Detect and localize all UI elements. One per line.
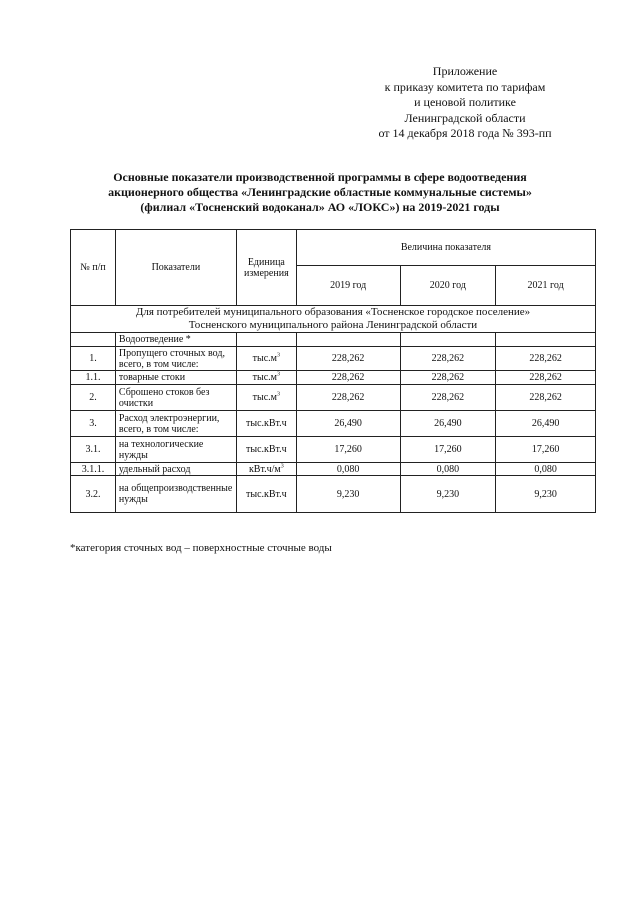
row-value-2021: 17,260 <box>496 437 596 463</box>
group-heading-line-2: Тосненского муниципального района Ленинградской области <box>188 319 478 331</box>
row-unit: тыс.кВт.ч <box>236 476 296 513</box>
table-row <box>71 476 596 513</box>
row-value-2021: 228,262 <box>496 385 596 411</box>
row-num: 1.1. <box>71 371 116 385</box>
header-year-2019: 2019 год <box>296 266 400 306</box>
row-value-2019: 17,260 <box>296 437 400 463</box>
row-value-2019: 228,262 <box>296 385 400 411</box>
row-num: 3.2. <box>71 476 116 513</box>
footnote: *категория сточных вод – поверхностные сточные воды <box>70 542 332 554</box>
header-year-2021: 2021 год <box>496 266 596 306</box>
row-name: Сброшено стоков без очистки <box>115 385 236 411</box>
title-line-1: Основные показатели производственной программы в сфере водоотведения <box>113 170 527 184</box>
row-value-2020: 9,230 <box>400 476 496 513</box>
row-unit: $тыс.м^3$ <box>236 347 296 371</box>
row-unit: тыс.кВт.ч <box>236 437 296 463</box>
row-unit: $кВт.ч/м^3$ <box>236 463 296 476</box>
appendix-line-4: Ленинградской области <box>404 110 526 125</box>
header-unit: Единица измерения <box>236 230 296 306</box>
header-value: Величина показателя <box>296 230 595 266</box>
row-name: товарные стоки <box>115 371 236 385</box>
row-name: на общепроизводственные нужды <box>115 476 236 513</box>
appendix-line-5: от 14 декабря 2018 года № 393-пп <box>378 126 552 140</box>
table-row <box>71 347 596 371</box>
appendix-block <box>345 64 585 142</box>
row-value-2019: 0,080 <box>296 463 400 476</box>
row-unit: $тыс.м^3$ <box>236 385 296 411</box>
row-name: удельный расход <box>115 463 236 476</box>
row-name: Расход электроэнергии, всего, в том числе: <box>115 411 236 437</box>
row-value-2019: 9,230 <box>296 476 400 513</box>
indicators-table <box>70 229 596 513</box>
row-value-2021: 26,490 <box>496 411 596 437</box>
row-value-2020: 228,262 <box>400 385 496 411</box>
row-value-2020: 17,260 <box>400 437 496 463</box>
row-value-2019: 228,262 <box>296 347 400 371</box>
row-value-2020: 228,262 <box>400 371 496 385</box>
row-num: 2. <box>71 385 116 411</box>
appendix-line-3: и ценовой политике <box>414 95 516 109</box>
row-unit: $тыс.м^3$ <box>236 371 296 385</box>
document-title <box>60 170 580 215</box>
table-row <box>71 411 596 437</box>
table-row <box>71 463 596 476</box>
appendix-line-2: к приказу комитета по тарифам <box>384 79 546 94</box>
group-heading-line-1: Для потребителей муниципального образования «Тосненское городское поселение» <box>135 306 531 318</box>
group-heading <box>71 306 596 333</box>
row-name: Пропущего сточных вод, всего, в том числе: <box>115 347 236 371</box>
title-line-3: (филиал «Тосненский водоканал» АО «ЛОКС») на 2019-2021 годы <box>140 200 500 214</box>
header-num: № п/п <box>71 230 116 306</box>
table-row <box>71 385 596 411</box>
row-value-2021: 0,080 <box>496 463 596 476</box>
row-num: 3. <box>71 411 116 437</box>
header-indicator: Показатели <box>115 230 236 306</box>
section-label: Водоотведение * <box>115 333 236 347</box>
table-row <box>71 371 596 385</box>
row-value-2021: 228,262 <box>496 371 596 385</box>
row-value-2020: 26,490 <box>400 411 496 437</box>
row-num: 3.1.1. <box>71 463 116 476</box>
row-value-2020: 0,080 <box>400 463 496 476</box>
title-line-2: акционерного общества «Ленинградские областные коммунальные системы» <box>108 185 532 199</box>
row-value-2019: 228,262 <box>296 371 400 385</box>
appendix-line-1: Приложение <box>432 64 498 78</box>
row-num: 3.1. <box>71 437 116 463</box>
row-value-2021: 228,262 <box>496 347 596 371</box>
row-num: 1. <box>71 347 116 371</box>
header-year-2020: 2020 год <box>400 266 496 306</box>
row-value-2021: 9,230 <box>496 476 596 513</box>
row-name: на технологические нужды <box>115 437 236 463</box>
row-unit: тыс.кВт.ч <box>236 411 296 437</box>
table-row <box>71 437 596 463</box>
row-value-2020: 228,262 <box>400 347 496 371</box>
row-value-2019: 26,490 <box>296 411 400 437</box>
